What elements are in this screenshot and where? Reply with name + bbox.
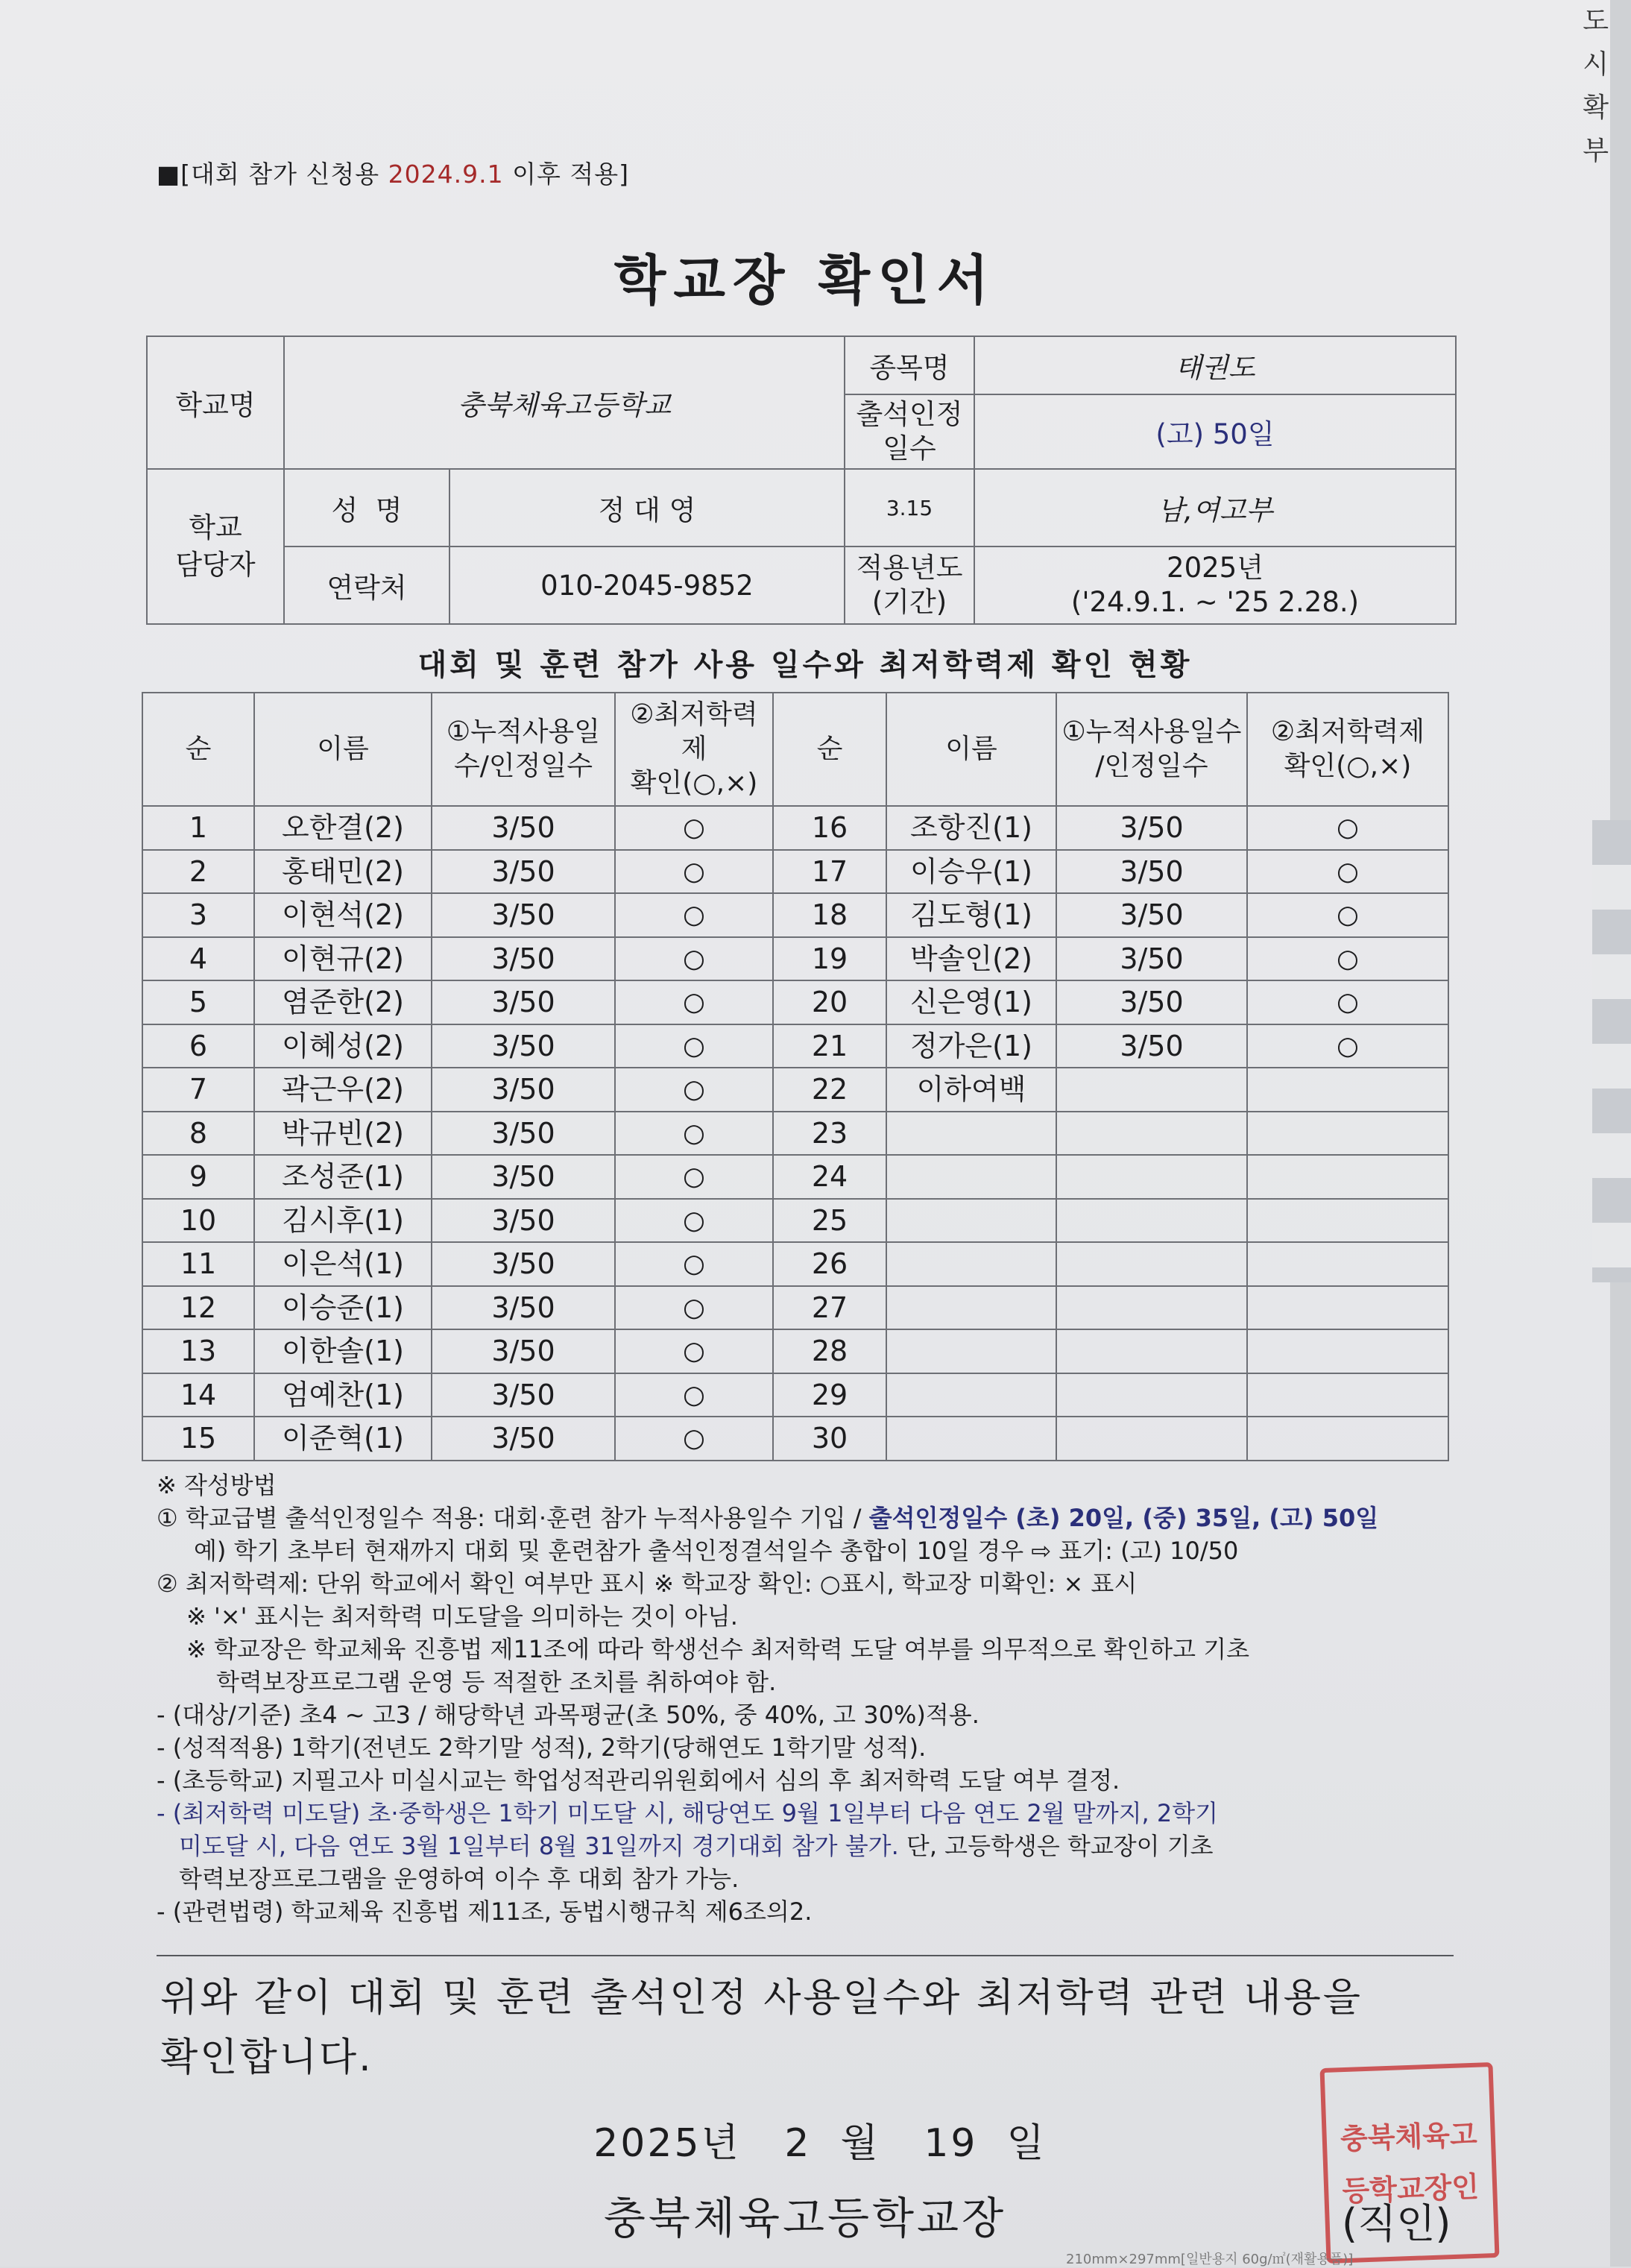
min-academic-mark: ○ (615, 1199, 773, 1243)
instruction-dash-4a: - (최저학력 미도달) 초·중학생은 1학기 미도달 시, 해당연도 9월 1일부터 다음 연도 2월 말까지, 2학기 (157, 1799, 1219, 1827)
student-name: 김도형(1) (886, 893, 1056, 937)
instructions-heading: ※ 작성방법 (157, 1471, 277, 1499)
min-academic-mark: ○ (615, 980, 773, 1024)
row-number: 25 (773, 1199, 886, 1243)
principal-title: 충북체육고등학교장 (603, 2193, 1007, 2243)
student-name: 이한솔(1) (254, 1329, 432, 1373)
row-number: 13 (142, 1329, 254, 1373)
min-academic-mark: ○ (615, 937, 773, 981)
used-days (1056, 1199, 1247, 1243)
row-number: 27 (773, 1286, 886, 1330)
seal-text-2: 등학교장인 (1341, 2170, 1480, 2208)
min-academic-mark (1247, 1373, 1448, 1417)
col-header-no: 순 (142, 693, 254, 806)
min-academic-mark: ○ (615, 850, 773, 894)
row-number: 28 (773, 1329, 886, 1373)
used-days: 3/50 (432, 893, 615, 937)
min-academic-mark: ○ (1247, 1024, 1448, 1068)
used-days: 3/50 (432, 1199, 615, 1243)
row-number: 4 (142, 937, 254, 981)
used-days: 3/50 (432, 980, 615, 1024)
used-days: 3/50 (432, 1155, 615, 1199)
row-number: 8 (142, 1112, 254, 1156)
row-number: 5 (142, 980, 254, 1024)
divider (157, 1955, 1454, 1956)
used-days: 3/50 (432, 1286, 615, 1330)
student-name: 이현규(2) (254, 937, 432, 981)
year-cell (974, 546, 1456, 624)
row-number: 19 (773, 937, 886, 981)
row-number: 22 (773, 1068, 886, 1112)
used-days: 3/50 (432, 1112, 615, 1156)
instructions (157, 1469, 1468, 1928)
sport-label: 종목명 (845, 336, 974, 394)
name-label: 성 명 (284, 469, 449, 546)
instruction-dash-1: - (대상/기준) 초4 ~ 고3 / 해당학년 과목평균(초 50%, 중 40%, 고 30%)적용. (157, 1701, 979, 1729)
instruction-dash-4d: 학력보장프로그램을 운영하여 이수 후 대회 참가 가능. (179, 1865, 739, 1893)
col-header-check: ②최저학력 제 확인(○,×) (615, 693, 773, 806)
seal-label: (직인) (1342, 2200, 1451, 2247)
min-academic-mark (1247, 1199, 1448, 1243)
col-header-name: 이름 (886, 693, 1056, 806)
table-row (142, 806, 1448, 850)
used-days (1056, 1112, 1247, 1156)
min-academic-mark (1247, 1112, 1448, 1156)
contact-label: 연락처 (284, 546, 449, 624)
min-academic-mark (1247, 1242, 1448, 1286)
table-row (142, 1112, 1448, 1156)
student-name (886, 1417, 1056, 1461)
student-name (886, 1199, 1056, 1243)
min-academic-mark: ○ (1247, 893, 1448, 937)
min-academic-mark: ○ (1247, 850, 1448, 894)
min-academic-mark: ○ (1247, 980, 1448, 1024)
used-days: 3/50 (432, 1329, 615, 1373)
table-row (142, 1329, 1448, 1373)
used-days: 3/50 (432, 1373, 615, 1417)
confirmation-date: 2025년 2 월 19 일 (593, 2121, 1047, 2166)
used-days (1056, 1417, 1247, 1461)
confirmation-line-1: 위와 같이 대회 및 훈련 출석인정 사용일수와 최저학력 관련 내용을 (160, 1976, 1363, 2020)
min-academic-mark (1247, 1286, 1448, 1330)
student-name: 곽근우(2) (254, 1068, 432, 1112)
sport-value: 태권도 (974, 336, 1456, 394)
instruction-dash-5: - (관련법령) 학교체육 진흥법 제11조, 동법시행규칙 제6조의2. (157, 1897, 813, 1926)
table-row (142, 937, 1448, 981)
student-name: 이은석(1) (254, 1242, 432, 1286)
min-academic-mark: ○ (615, 1068, 773, 1112)
instruction-dash-4c-text: 단, 고등학생은 학교장이 기초 (898, 1832, 1214, 1860)
period-value: ('24.9.1. ~ '25 2.28.) (1070, 586, 1360, 618)
student-name: 조성준(1) (254, 1155, 432, 1199)
attendance-label: 출석인정 일수 (845, 394, 974, 469)
min-academic-mark (1247, 1068, 1448, 1112)
row-number: 6 (142, 1024, 254, 1068)
row-number: 15 (142, 1417, 254, 1461)
row-number: 14 (142, 1373, 254, 1417)
table-row (142, 1024, 1448, 1068)
used-days: 3/50 (1056, 980, 1247, 1024)
document-title: 학교장 확인서 (613, 249, 997, 312)
school-label: 학교명 (147, 336, 284, 469)
student-name: 이승준(1) (254, 1286, 432, 1330)
student-name: 신은영(1) (886, 980, 1056, 1024)
adjacent-page-letters (1583, 0, 1609, 173)
table-row (142, 1242, 1448, 1286)
col-header-days: ①누적사용일 수/인정일수 (432, 693, 615, 806)
used-days (1056, 1286, 1247, 1330)
table-row (142, 893, 1448, 937)
col-header-no: 순 (773, 693, 886, 806)
students-table (142, 692, 1449, 1461)
student-name (886, 1242, 1056, 1286)
col-header-days: ①누적사용일수 /인정일수 (1056, 693, 1247, 806)
used-days: 3/50 (432, 1068, 615, 1112)
used-days: 3/50 (432, 1024, 615, 1068)
student-name (886, 1286, 1056, 1330)
student-name: 이현석(2) (254, 893, 432, 937)
min-academic-mark: ○ (615, 1417, 773, 1461)
student-name: 이혜성(2) (254, 1024, 432, 1068)
used-days (1056, 1329, 1247, 1373)
min-academic-mark (1247, 1155, 1448, 1199)
student-name: 조항진(1) (886, 806, 1056, 850)
student-name (886, 1373, 1056, 1417)
instruction-item-2: ② 최저학력제: 단위 학교에서 확인 여부만 표시 ※ 학교장 확인: ○표시, 학교장 미확인: × 표시 (157, 1569, 1138, 1598)
row-number: 16 (773, 806, 886, 850)
table-row (142, 1155, 1448, 1199)
info-table (146, 336, 1457, 625)
side-letter: 확 (1583, 92, 1609, 123)
contact-value: 010-2045-9852 (449, 546, 845, 624)
instruction-example: 예) 학기 초부터 현재까지 대회 및 훈련참가 출석인정결석일수 총합이 10일 경우 ⇨ 표기: (고) 10/50 (194, 1537, 1239, 1565)
confirmation-line-2: 확인합니다. (160, 2035, 373, 2080)
student-name (886, 1155, 1056, 1199)
instruction-dash-4b-text: 미도달 시, 다음 연도 3월 1일부터 8월 31일까지 경기대회 참가 불가. (179, 1832, 899, 1860)
paper-spec: 210mm×297mm[일반용지 60g/㎡(재활용품)] (1066, 2252, 1354, 2267)
row-number: 20 (773, 980, 886, 1024)
row-number: 21 (773, 1024, 886, 1068)
col-header-check: ②최저학력제 확인(○,×) (1247, 693, 1448, 806)
row-number: 11 (142, 1242, 254, 1286)
row-number: 17 (773, 850, 886, 894)
year-label: 적용년도 (기간) (845, 546, 974, 624)
row-number: 10 (142, 1199, 254, 1243)
used-days: 3/50 (1056, 850, 1247, 894)
table-row (142, 980, 1448, 1024)
student-name: 오한결(2) (254, 806, 432, 850)
row-number: 9 (142, 1155, 254, 1199)
instruction-dash-2: - (성적적용) 1학기(전년도 2학기말 성적), 2학기(당해연도 1학기말 성적). (157, 1733, 927, 1762)
used-days (1056, 1068, 1247, 1112)
table-row (142, 1373, 1448, 1417)
min-academic-mark: ○ (615, 806, 773, 850)
min-academic-mark: ○ (615, 1112, 773, 1156)
used-days (1056, 1155, 1247, 1199)
table-row (142, 1199, 1448, 1243)
min-academic-mark (1247, 1417, 1448, 1461)
student-name: 정가은(1) (886, 1024, 1056, 1068)
name-value: 정 대 영 (449, 469, 845, 546)
row-number: 7 (142, 1068, 254, 1112)
table-row (142, 1286, 1448, 1330)
header-date: 2024.9.1 (388, 160, 504, 189)
row-number: 18 (773, 893, 886, 937)
student-name: 엄예찬(1) (254, 1373, 432, 1417)
min-academic-mark: ○ (615, 1024, 773, 1068)
min-academic-mark: ○ (615, 1286, 773, 1330)
school-name: 충북체육고등학교 (284, 336, 845, 469)
row-number: 30 (773, 1417, 886, 1461)
used-days: 3/50 (432, 806, 615, 850)
used-days: 3/50 (432, 937, 615, 981)
small-note: 3.15 (845, 469, 974, 546)
min-academic-mark: ○ (615, 1373, 773, 1417)
instruction-item-1 (157, 1502, 1468, 1534)
seal-text-1: 충북체육고 (1340, 2117, 1478, 2156)
header-prefix: ■[대회 참가 신청용 (157, 160, 388, 189)
students-body (142, 806, 1448, 1461)
instruction-item-1-highlight: 출석인정일수 (초) 20일, (중) 35일, (고) 50일 (868, 1504, 1379, 1532)
student-name (886, 1329, 1056, 1373)
student-name: 이준혁(1) (254, 1417, 432, 1461)
row-number: 12 (142, 1286, 254, 1330)
used-days: 3/50 (432, 1242, 615, 1286)
used-days: 3/50 (1056, 893, 1247, 937)
row-number: 26 (773, 1242, 886, 1286)
min-academic-mark: ○ (615, 1329, 773, 1373)
confirmation-text (160, 1968, 1487, 2088)
student-name: 이하여백 (886, 1068, 1056, 1112)
student-name: 이승우(1) (886, 850, 1056, 894)
student-name: 박규빈(2) (254, 1112, 432, 1156)
instruction-dash-4b (157, 1830, 1468, 1862)
used-days (1056, 1373, 1247, 1417)
section-title: 대회 및 훈련 참가 사용 일수와 최저학력제 확인 현황 (417, 648, 1193, 682)
side-letter: 시 (1583, 49, 1609, 80)
min-academic-mark (1247, 1329, 1448, 1373)
instruction-item-1-text: ① 학교급별 출석인정일수 적용: 대회·훈련 참가 누적사용일수 기입 / (157, 1504, 869, 1532)
header-suffix: 이후 적용] (503, 160, 629, 189)
min-academic-mark: ○ (615, 1242, 773, 1286)
used-days: 3/50 (1056, 937, 1247, 981)
side-letter: 도 (1583, 6, 1609, 37)
row-number: 2 (142, 850, 254, 894)
used-days (1056, 1242, 1247, 1286)
used-days: 3/50 (432, 850, 615, 894)
row-number: 1 (142, 806, 254, 850)
attendance-value: (고) 50일 (974, 394, 1456, 469)
table-row (142, 850, 1448, 894)
used-days: 3/50 (432, 1417, 615, 1461)
instruction-note-2b: 학력보장프로그램 운영 등 적절한 조치를 취하여야 함. (216, 1668, 777, 1696)
col-header-name: 이름 (254, 693, 432, 806)
student-name: 김시후(1) (254, 1199, 432, 1243)
min-academic-mark: ○ (1247, 937, 1448, 981)
used-days: 3/50 (1056, 806, 1247, 850)
min-academic-mark: ○ (615, 893, 773, 937)
min-academic-mark: ○ (1247, 806, 1448, 850)
year-value: 2025년 (1167, 552, 1264, 584)
instruction-dash-3: - (초등학교) 지필고사 미실시교는 학업성적관리위원회에서 심의 후 최저학력 도달 여부 결정. (157, 1766, 1120, 1795)
row-number: 23 (773, 1112, 886, 1156)
student-name: 염준한(2) (254, 980, 432, 1024)
student-name: 홍태민(2) (254, 850, 432, 894)
row-number: 24 (773, 1155, 886, 1199)
row-number: 3 (142, 893, 254, 937)
used-days: 3/50 (1056, 1024, 1247, 1068)
table-row (142, 1417, 1448, 1461)
background-decoration (1592, 820, 1631, 1282)
student-name: 박솔인(2) (886, 937, 1056, 981)
table-row (142, 1068, 1448, 1112)
manager-label: 학교 담당자 (147, 469, 284, 624)
row-number: 29 (773, 1373, 886, 1417)
instruction-note-1: ※ '×' 표시는 최저학력 미도달을 의미하는 것이 아님. (186, 1602, 738, 1631)
side-letter: 부 (1583, 136, 1609, 166)
header-note (157, 155, 629, 190)
min-academic-mark: ○ (615, 1155, 773, 1199)
gender-value: 남,여고부 (974, 469, 1456, 546)
student-name (886, 1112, 1056, 1156)
instruction-note-2a: ※ 학교장은 학교체육 진흥법 제11조에 따라 학생선수 최저학력 도달 여부를 의무적으로 확인하고 기초 (186, 1635, 1250, 1663)
